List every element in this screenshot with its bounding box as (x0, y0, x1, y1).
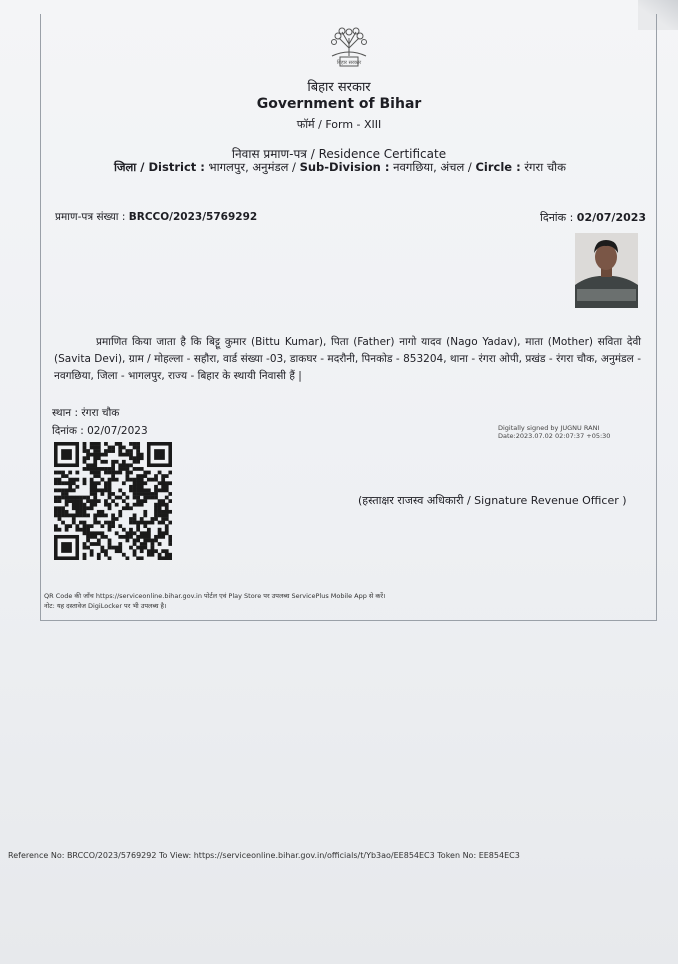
certificate-title: निवास प्रमाण-पत्र / Residence Certificate (231, 147, 447, 161)
subdivision-label: Sub-Division : (299, 160, 390, 174)
digital-signature-date: Date:2023.07.02 02:07:37 +05:30 (498, 432, 611, 440)
signature-caption: (हस्ताक्षर राजस्व अधिकारी / Signature Revenue Officer ) (358, 494, 627, 507)
issue-date-label: दिनांक : (52, 425, 84, 437)
applicant-photo (575, 233, 638, 308)
reference-line: Reference No: BRCCO/2023/5769292 To View: https://serviceonline.bihar.gov.in/officials/t/Yb3ao/EE854EC3 Token No: EE854EC3 (8, 851, 520, 860)
certificate-body (54, 334, 641, 385)
qr-code (54, 442, 172, 560)
certificate-number (55, 210, 257, 224)
digital-signature-signer: Digitally signed by JUGNU RANI (498, 424, 600, 432)
form-number: फॉर्म / Form - XIII (296, 118, 382, 131)
issue-date-value: 02/07/2023 (87, 425, 148, 437)
issue-date-bottom (52, 424, 148, 438)
digilocker-note: नोट: यह दस्तावेज DigiLocker पर भी उपलब्ध है। (44, 602, 167, 610)
date-value: 02/07/2023 (576, 211, 647, 224)
district-line (114, 160, 566, 175)
bihar-emblem-icon (326, 26, 372, 72)
emblem-label: बिहार सरकार (336, 60, 362, 66)
certificate-number-label: प्रमाण-पत्र संख्या : (55, 211, 126, 223)
issue-place (52, 406, 119, 420)
subdivision-value: नवगछिया, अंचल / (393, 160, 472, 174)
circle-value: रंगरा चौक (524, 160, 566, 174)
issue-date-top (540, 210, 646, 225)
circle-label: Circle : (475, 160, 521, 174)
date-label: दिनांक : (540, 211, 574, 224)
place-value: रंगरा चौक (81, 407, 120, 419)
district-label: जिला / District : (114, 160, 205, 174)
title-english: Government of Bihar (256, 96, 422, 112)
district-value: भागलपुर, अनुमंडल / (208, 160, 296, 174)
digital-signature (498, 424, 610, 440)
place-label: स्थान : (52, 407, 79, 419)
certificate-number-value: BRCCO/2023/5769292 (128, 211, 258, 223)
title-hindi: बिहार सरकार (307, 80, 371, 95)
qr-verification-note: QR Code की जाँच https://serviceonline.bihar.gov.in पोर्टल एवं Play Store पर उपलब्ध ServicePlus Mobile App से करें। (44, 592, 386, 600)
certificate-body-text: प्रमाणित किया जाता है कि बिट्टू कुमार (Bittu Kumar), पिता (Father) नागो यादव (Nago Yadav), माता (Mother) सविता देवी (Savita Devi), ग्राम / मोहल्ला - सहौरा, वार्ड संख्या -03, डाकघर - मदरौनी, पिनकोड - 853204, थाना - रंगरा ओपी, प्रखंड - रंगरा चौक, अनुमंडल - नवगछिया, जिला - भागलपुर, राज्य - बिहार के स्थायी निवासी हैं | (54, 336, 641, 382)
